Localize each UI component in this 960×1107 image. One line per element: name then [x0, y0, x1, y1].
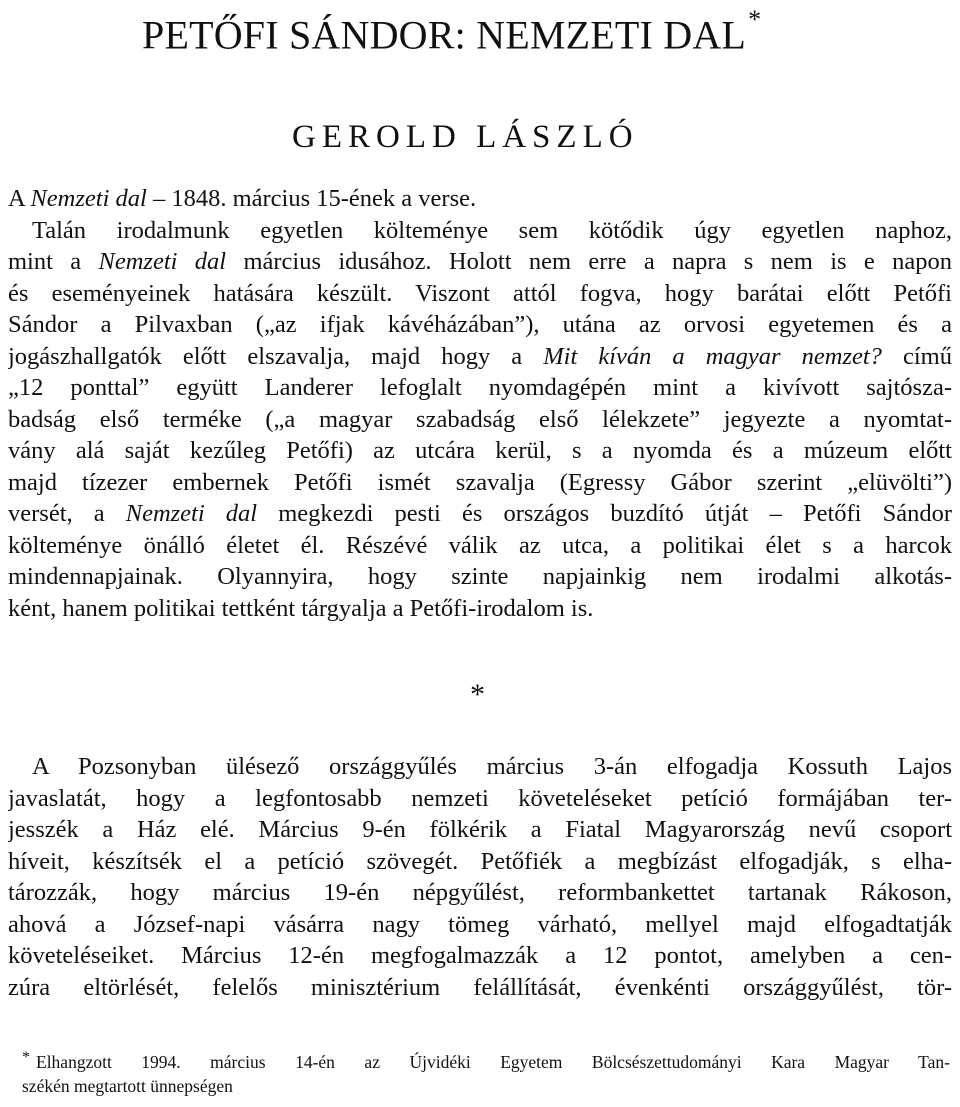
text-line: ahová a József-napi vásárra nagy tömeg várható, mellyel majd elfogadtatják [8, 910, 952, 938]
text-run: március idusához. Holott nem erre a napra s nem is e napon [226, 248, 952, 275]
text-line: zúra eltörlését, felelős minisztérium felállítását, évenkénti országgyűlést, tör- [8, 973, 952, 1001]
italic-title: Nemzeti dal [30, 185, 147, 212]
footnote [22, 1050, 950, 1098]
text-line: „12 ponttal” együtt Landerer lefoglalt nyomdagépén mint a kivívott sajtósza- [8, 374, 952, 401]
text-line: Sándor a Pilvaxban („az ifjak kávéházában”), utána az orvosi egyetemen és a [8, 311, 952, 338]
text-line: badság első terméke („a magyar szabadság első lélekzete” jegyezte a nyomtat- [8, 405, 952, 433]
text-line: ként, hanem politikai tettként tárgyalja a Petőfi-irodalom is. [8, 594, 594, 622]
text-line: és eseményeinek hatására készült. Viszont attól fogva, hogy barátai előtt Petőfi [8, 279, 952, 307]
paragraph-2 [8, 751, 952, 1003]
paragraph-1 [8, 183, 952, 624]
text-line: vány alá saját kezűleg Petőfi) az utcára kerül, s a nyomda és a múzeum előtt [8, 437, 952, 464]
text-line: híveit, készítsék el a petíció szövegét. Petőfiék a megbízást elfogadják, s elha- [8, 847, 952, 875]
text-run: jogászhallgatók előtt elszavalja, majd hogy a [8, 342, 544, 370]
text-line: Talán irodalmunk egyetlen költeménye sem kötődik úgy egyetlen naphoz, [32, 216, 952, 244]
text-run: című [881, 342, 952, 370]
text-run: mint a [8, 248, 99, 275]
text-run: Elhangzott 1994. március 14-én az Újvidéki Egyetem Bölcsészettudományi Kara Magyar Tan- [36, 1052, 950, 1072]
italic-title: Mit kíván a magyar nemzet? [543, 342, 882, 370]
text-run: A [8, 185, 31, 212]
text-line: A Pozsonyban ülésező országgyűlés március 3-án elfogadja Kossuth Lajos [32, 753, 952, 780]
footnote-line: székén megtartott ünnepségen [22, 1076, 233, 1096]
text-run: megkezdi pesti és országos buzdító útját – Petőfi Sándor [257, 500, 952, 527]
text-line [8, 183, 952, 215]
text-line [8, 498, 952, 530]
text-line: költeménye önálló életet él. Részévé válik az utca, a politikai élet s a harcok [8, 531, 952, 559]
text-run: – 1848. március 15-ének a verse. [146, 185, 477, 212]
text-line: jesszék a Ház elé. Március 9-én fölkérik a Fiatal Magyarország nevű csoport [8, 816, 952, 843]
footnote-line [22, 1050, 950, 1074]
text-line: mindennapjainak. Olyannyira, hogy szinte napjainkig nem irodalmi alkotás- [8, 563, 952, 590]
italic-title: Nemzeti dal [98, 248, 227, 275]
text-line: majd tízezer embernek Petőfi ismét szavalja (Egressy Gábor szerint „elüvölti”) [8, 468, 952, 496]
title-footnote-mark: * [748, 5, 762, 34]
article-title [142, 5, 762, 59]
footnote-mark: * [22, 1050, 30, 1066]
text-line: követeléseiket. Március 12-én megfogalmazzák a 12 pontot, amelyben a cen- [8, 942, 952, 969]
text-line: javaslatát, hogy a legfontosabb nemzeti követeléseket petíció formájában ter- [8, 784, 952, 812]
text-line: tározzák, hogy március 19-én népgyűlést, reformbankettet tartanak Rákoson, [8, 879, 952, 906]
text-line [8, 341, 952, 373]
text-line [8, 246, 952, 278]
text-run: versét, a [8, 500, 126, 527]
italic-title: Nemzeti dal [125, 500, 258, 527]
section-separator: * [470, 678, 485, 711]
author-name: GEROLD LÁSZLÓ [292, 119, 639, 155]
title-text: PETŐFI SÁNDOR: NEMZETI DAL [142, 12, 747, 58]
